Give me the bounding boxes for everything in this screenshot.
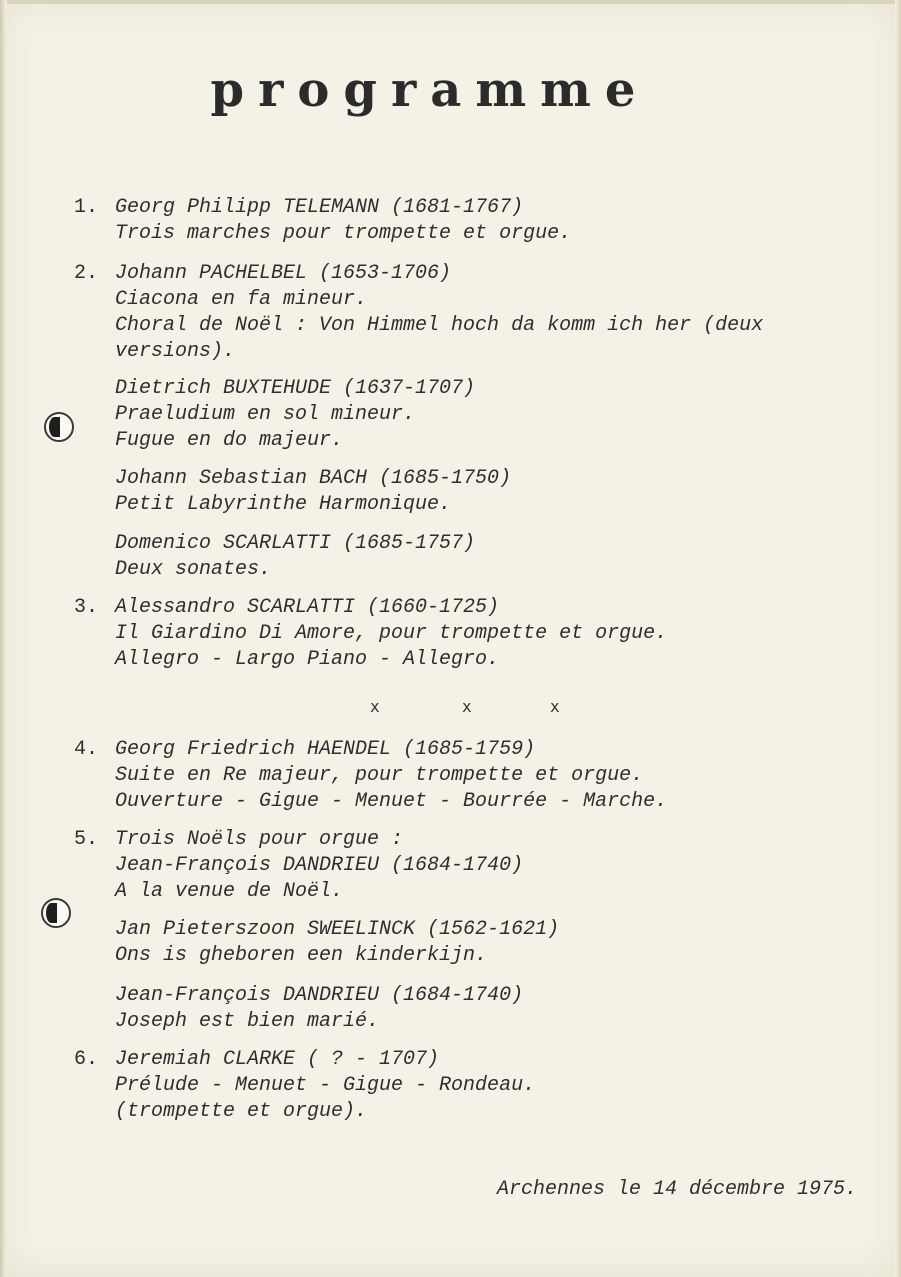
- paper-top-edge: [0, 0, 901, 4]
- separator-mark: x: [462, 697, 472, 716]
- entry-number: 4.: [74, 738, 99, 761]
- work-line: Allegro - Largo Piano - Allegro.: [115, 648, 500, 671]
- separator-mark: x: [550, 697, 560, 716]
- composer-line: Georg Friedrich HAENDEL (1685-1759): [115, 738, 536, 761]
- entry-number: 3.: [74, 596, 99, 619]
- entry-number: 5.: [74, 828, 99, 851]
- work-line: Ons is gheboren een kinderkijn.: [115, 944, 488, 967]
- work-line: Ouverture - Gigue - Menuet - Bourrée - Marche.: [115, 790, 668, 813]
- paper-left-edge: [0, 0, 7, 1277]
- work-line: Ciacona en fa mineur.: [115, 288, 368, 311]
- punch-hole-upper: [44, 412, 74, 442]
- work-line: Joseph est bien marié.: [115, 1010, 380, 1033]
- work-line: Choral de Noël : Von Himmel hoch da komm ich her (deux: [115, 314, 764, 337]
- separator-mark: x: [370, 697, 380, 716]
- work-line: Petit Labyrinthe Harmonique.: [115, 493, 452, 516]
- work-line: Trois Noëls pour orgue :: [115, 828, 404, 851]
- entry-number: 1.: [74, 196, 99, 219]
- work-line: Il Giardino Di Amore, pour trompette et orgue.: [115, 622, 668, 645]
- work-line: Praeludium en sol mineur.: [115, 403, 416, 426]
- entry-number: 6.: [74, 1048, 99, 1071]
- work-line: Fugue en do majeur.: [115, 429, 344, 452]
- composer-line: Dietrich BUXTEHUDE (1637-1707): [115, 377, 476, 400]
- composer-line: Domenico SCARLATTI (1685-1757): [115, 532, 476, 555]
- page-title: programme: [210, 62, 650, 118]
- punch-hole-lower: [41, 898, 71, 928]
- composer-line: Jeremiah CLARKE ( ? - 1707): [115, 1048, 440, 1071]
- work-line: A la venue de Noël.: [115, 880, 344, 903]
- composer-line: Jan Pieterszoon SWEELINCK (1562-1621): [115, 918, 560, 941]
- work-line: (trompette et orgue).: [115, 1100, 368, 1123]
- work-line: Trois marches pour trompette et orgue.: [115, 222, 572, 245]
- work-line: Suite en Re majeur, pour trompette et orgue.: [115, 764, 644, 787]
- entry-number: 2.: [74, 262, 99, 285]
- work-line: versions).: [115, 340, 236, 363]
- composer-line: Johann Sebastian BACH (1685-1750): [115, 467, 512, 490]
- composer-line: Georg Philipp TELEMANN (1681-1767): [115, 196, 524, 219]
- work-line: Deux sonates.: [115, 558, 272, 581]
- work-line: Prélude - Menuet - Gigue - Rondeau.: [115, 1074, 536, 1097]
- composer-line: Jean-François DANDRIEU (1684-1740): [115, 984, 524, 1007]
- paper-right-edge: [895, 0, 901, 1277]
- place-date: Archennes le 14 décembre 1975.: [496, 1178, 857, 1201]
- composer-line: Jean-François DANDRIEU (1684-1740): [115, 854, 524, 877]
- composer-line: Alessandro SCARLATTI (1660-1725): [115, 596, 500, 619]
- composer-line: Johann PACHELBEL (1653-1706): [115, 262, 452, 285]
